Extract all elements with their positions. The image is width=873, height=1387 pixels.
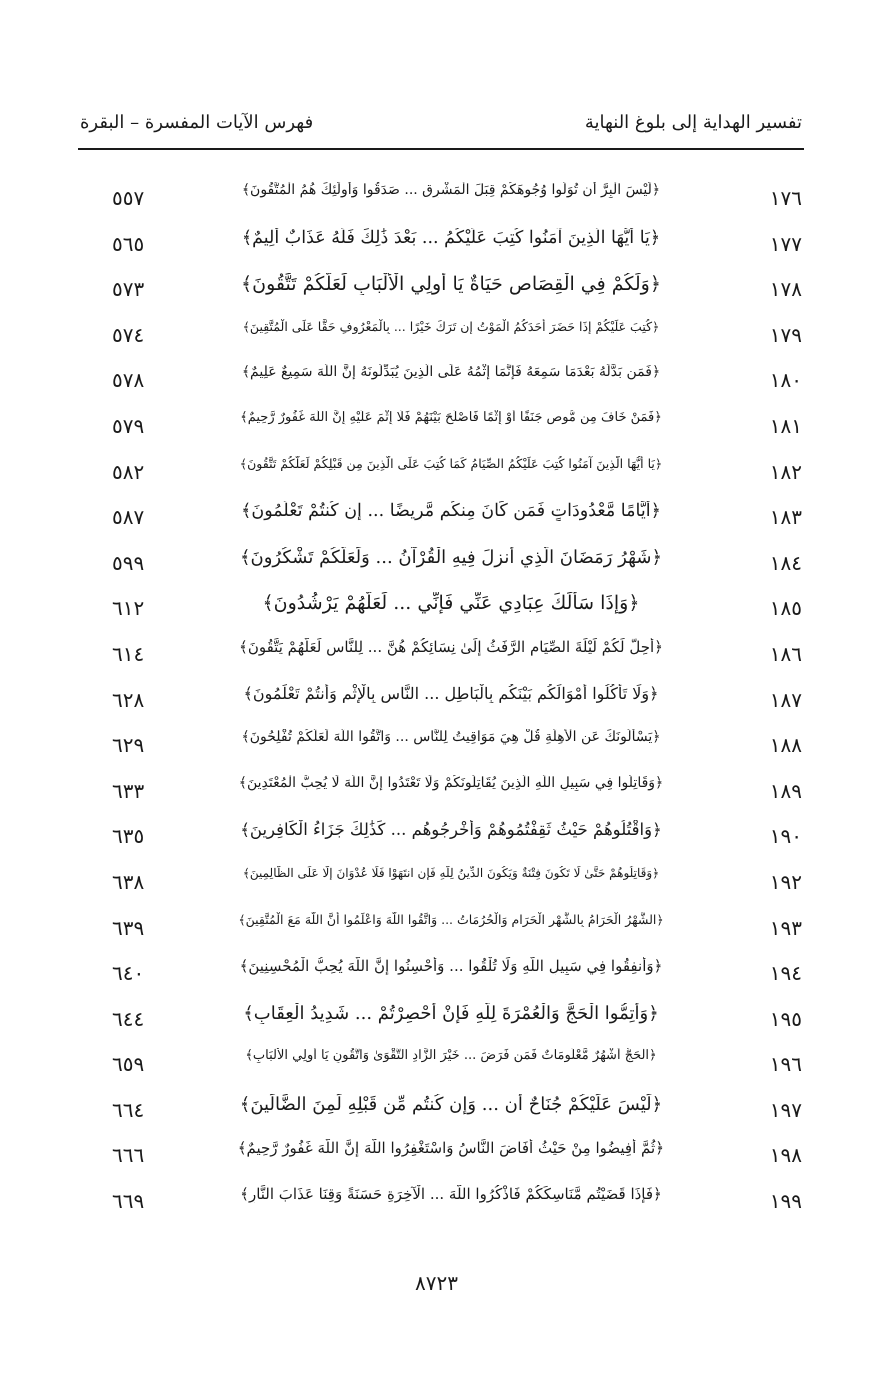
page-reference: ٦١٤: [112, 641, 145, 666]
index-row: [112, 1135, 802, 1181]
index-row: [112, 725, 802, 771]
page-reference: ٥٦٥: [112, 231, 145, 256]
index-row: [112, 1044, 802, 1090]
verse-number: ١٩٦: [769, 1052, 802, 1077]
index-row: [112, 224, 802, 270]
page-reference: ٦٤٠: [112, 961, 145, 986]
index-row: [112, 816, 802, 862]
verse-excerpt: ﴿فَإِذَا قَضَيْتُم مَّنَاسِكَكُمْ فَاذْكُرُوا اللَّهَ ... الْآخِرَةِ حَسَنَةً وَقِنَا عَذَابَ النَّارِ﴾: [240, 1185, 662, 1204]
verse-number: ١٩٠: [769, 824, 802, 849]
page-reference: ٥٧٣: [112, 277, 145, 302]
verse-number: ١٨٠: [769, 368, 802, 393]
verse-excerpt: ﴿ثُمَّ أَفِيضُوا مِنْ حَيْثُ أَفَاضَ النَّاسُ وَاسْتَغْفِرُوا اللَّهَ إِنَّ اللَّهَ غَفُورٌ رَّحِيمٌ﴾: [238, 1139, 664, 1158]
index-row: [112, 588, 802, 634]
page-reference: ٥٧٨: [112, 368, 145, 393]
verse-number: ١٨٢: [769, 459, 802, 484]
verse-number: ١٧٨: [769, 277, 802, 302]
verse-excerpt: ﴿لَيْسَ عَلَيْكُمْ جُنَاحٌ أَن ... وَإِن كُنتُم مِّن قَبْلِهِ لَمِنَ الضَّالِّينَ﴾: [239, 1093, 663, 1115]
page-reference: ٦٢٩: [112, 733, 145, 758]
index-row: [112, 862, 802, 908]
page-reference: ٦١٢: [112, 596, 145, 621]
page-reference: ٦٦٤: [112, 1097, 145, 1122]
index-row: [112, 497, 802, 543]
page-reference: ٥٩٩: [112, 550, 145, 575]
verse-number: ١٨٦: [769, 641, 802, 666]
verse-excerpt: ﴿وَاقْتُلُوهُمْ حَيْثُ ثَقِفْتُمُوهُمْ وَأَخْرِجُوهُم ... كَذَٰلِكَ جَزَاءُ الْكَافِرِينَ﴾: [240, 820, 662, 840]
verse-number: ١٨٣: [769, 505, 802, 530]
verse-excerpt: ﴿أَيَّامًا مَّعْدُودَاتٍ فَمَن كَانَ مِنكُم مَّرِيضًا ... إِن كُنتُمْ تَعْلَمُونَ﴾: [241, 501, 661, 522]
verse-number: ١٨٧: [769, 687, 802, 712]
index-row: [112, 315, 802, 361]
index-row: [112, 771, 802, 817]
verse-excerpt: ﴿كُتِبَ عَلَيْكُمْ إِذَا حَضَرَ أَحَدَكُمُ الْمَوْتُ إِن تَرَكَ خَيْرًا ... بِالْمَعْرُوفِ حَقًّا عَلَى الْمُتَّقِينَ﴾: [242, 318, 660, 334]
index-row: [112, 543, 802, 589]
page-number: ٨٧٢٣: [415, 1271, 458, 1295]
verse-number: ١٩٣: [769, 915, 802, 940]
verse-excerpt: ﴿فَمَنْ خَافَ مِن مُّوصٍ جَنَفًا أَوْ إِثْمًا فَأَصْلَحَ بَيْنَهُمْ فَلَا إِثْمَ عَلَيْهِ إِنَّ اللَّهَ غَفُورٌ رَّحِيمٌ﴾: [240, 409, 662, 425]
verse-excerpt: ﴿يَا أَيُّهَا الَّذِينَ آمَنُوا كُتِبَ عَلَيْكُمُ ... بَعْدَ ذَٰلِكَ فَلَهُ عَذَابٌ أَلِيمٌ﴾: [241, 227, 661, 248]
verse-excerpt: ﴿يَسْأَلُونَكَ عَنِ الْأَهِلَّةِ قُلْ هِيَ مَوَاقِيتُ لِلنَّاسِ ... وَاتَّقُوا اللَّهَ لَعَلَّكُمْ تُفْلِحُونَ﴾: [241, 729, 661, 746]
verse-excerpt: ﴿وَقَاتِلُوهُمْ حَتَّىٰ لَا تَكُونَ فِتْنَةٌ وَيَكُونَ الدِّينُ لِلَّهِ فَإِنِ انتَهَوْا فَلَا عُدْوَانَ إِلَّا عَلَى الظَّالِمِينَ﴾: [242, 865, 660, 880]
verse-excerpt: ﴿أُحِلَّ لَكُمْ لَيْلَةَ الصِّيَامِ الرَّفَثُ إِلَىٰ نِسَائِكُمْ هُنَّ ... لِلنَّاسِ لَعَلَّهُمْ يَتَّقُونَ﴾: [239, 637, 663, 656]
index-row: [112, 680, 802, 726]
verse-excerpt: ﴿وَلَكُمْ فِي الْقِصَاصِ حَيَاةٌ يَا أُولِي الْأَلْبَابِ لَعَلَّكُمْ تَتَّقُونَ﴾: [241, 273, 661, 296]
verse-number: ١٩٨: [769, 1143, 802, 1168]
index-row: [112, 360, 802, 406]
verse-index-table: [112, 178, 802, 1227]
verse-number: ١٨٩: [769, 778, 802, 803]
index-row: [112, 269, 802, 315]
verse-number: ١٩٤: [769, 961, 802, 986]
page-reference: ٦٢٨: [112, 687, 145, 712]
index-row: [112, 953, 802, 999]
verse-excerpt: ﴿وَأَنفِقُوا فِي سَبِيلِ اللَّهِ وَلَا تُلْقُوا ... وَأَحْسِنُوا إِنَّ اللَّهَ يُحِبُّ الْمُحْسِنِينَ﴾: [239, 957, 663, 976]
index-row: [112, 1090, 802, 1136]
verse-excerpt: ﴿يَا أَيُّهَا الَّذِينَ آمَنُوا كُتِبَ عَلَيْكُمُ الصِّيَامُ كَمَا كُتِبَ عَلَى الَّذِينَ مِن قَبْلِكُمْ لَعَلَّكُمْ تَتَّقُونَ﴾: [239, 455, 663, 471]
section-title: فهرس الآيات المفسرة – البقرة: [80, 112, 314, 133]
index-row: [112, 1181, 802, 1227]
verse-excerpt: ﴿الْحَجُّ أَشْهُرٌ مَّعْلُومَاتٌ فَمَن فَرَضَ ... خَيْرَ الزَّادِ التَّقْوَىٰ وَاتَّقُونِ يَا أُولِي الْأَلْبَابِ﴾: [245, 1048, 657, 1064]
page-reference: ٦٥٩: [112, 1052, 145, 1077]
index-row: [112, 908, 802, 954]
page-reference: ٦٣٨: [112, 869, 145, 894]
verse-number: ١٨٨: [769, 733, 802, 758]
verse-excerpt: ﴿وَأَتِمُّوا الْحَجَّ وَالْعُمْرَةَ لِلَّهِ فَإِنْ أُحْصِرْتُمْ ... شَدِيدُ الْعِقَابِ﴾: [243, 1002, 659, 1024]
header-divider: [78, 148, 804, 150]
index-row: [112, 452, 802, 498]
page-reference: ٥٧٤: [112, 322, 145, 347]
verse-number: ١٧٦: [769, 186, 802, 210]
page-reference: ٦٣٣: [112, 778, 145, 803]
book-title: تفسير الهداية إلى بلوغ النهاية: [584, 112, 802, 133]
index-row: [112, 406, 802, 452]
running-header: [80, 104, 802, 140]
page-reference: ٦٣٩: [112, 915, 145, 940]
verse-number: ١٩٢: [769, 869, 802, 894]
index-row: [112, 178, 802, 224]
verse-number: ١٧٧: [769, 231, 802, 256]
page-reference: ٦٦٦: [112, 1143, 145, 1168]
verse-number: ١٨١: [769, 413, 802, 438]
verse-number: ١٨٥: [769, 596, 802, 621]
verse-excerpt: ﴿وَقَاتِلُوا فِي سَبِيلِ اللَّهِ الَّذِينَ يُقَاتِلُونَكُمْ وَلَا تَعْتَدُوا إِنَّ اللَّهَ لَا يُحِبُّ الْمُعْتَدِينَ﴾: [238, 774, 664, 791]
page-reference: ٥٨٧: [112, 505, 145, 530]
index-row: [112, 634, 802, 680]
page-reference: ٦٦٩: [112, 1189, 145, 1214]
verse-excerpt: ﴿شَهْرُ رَمَضَانَ الَّذِي أُنزِلَ فِيهِ الْقُرْآنُ ... وَلَعَلَّكُمْ تَشْكُرُونَ﴾: [239, 546, 663, 568]
verse-number: ١٨٤: [769, 550, 802, 575]
verse-excerpt: ﴿لَيْسَ الْبِرَّ أَن تُوَلُّوا وُجُوهَكُمْ قِبَلَ الْمَشْرِقِ ... صَدَقُوا وَأُولَٰئِكَ هُمُ الْمُتَّقُونَ﴾: [241, 182, 661, 198]
verse-number: ١٩٩: [769, 1189, 802, 1214]
verse-excerpt: ﴿فَمَن بَدَّلَهُ بَعْدَمَا سَمِعَهُ فَإِنَّمَا إِثْمُهُ عَلَى الَّذِينَ يُبَدِّلُونَهُ إِنَّ اللَّهَ سَمِيعٌ عَلِيمٌ﴾: [241, 364, 661, 381]
page-reference: ٦٣٥: [112, 824, 145, 849]
verse-excerpt: ﴿وَإِذَا سَأَلَكَ عِبَادِي عَنِّي فَإِنِّي ... لَعَلَّهُمْ يَرْشُدُونَ﴾: [262, 592, 640, 615]
index-row: [112, 999, 802, 1045]
page-reference: ٥٧٩: [112, 413, 145, 438]
verse-number: ١٧٩: [769, 322, 802, 347]
page-reference: ٦٤٤: [112, 1006, 145, 1031]
verse-excerpt: ﴿وَلَا تَأْكُلُوا أَمْوَالَكُم بَيْنَكُم بِالْبَاطِلِ ... النَّاسِ بِالْإِثْمِ وَأَنتُمْ تَعْلَمُونَ﴾: [243, 683, 659, 703]
page-reference: ٥٥٧: [112, 186, 145, 210]
verse-excerpt: ﴿الشَّهْرُ الْحَرَامُ بِالشَّهْرِ الْحَرَامِ وَالْحُرُمَاتُ ... وَاتَّقُوا اللَّهَ وَاعْلَمُوا أَنَّ اللَّهَ مَعَ الْمُتَّقِينَ﴾: [238, 911, 664, 927]
page-reference: ٥٨٢: [112, 459, 145, 484]
verse-number: ١٩٥: [769, 1006, 802, 1031]
verse-number: ١٩٧: [769, 1097, 802, 1122]
